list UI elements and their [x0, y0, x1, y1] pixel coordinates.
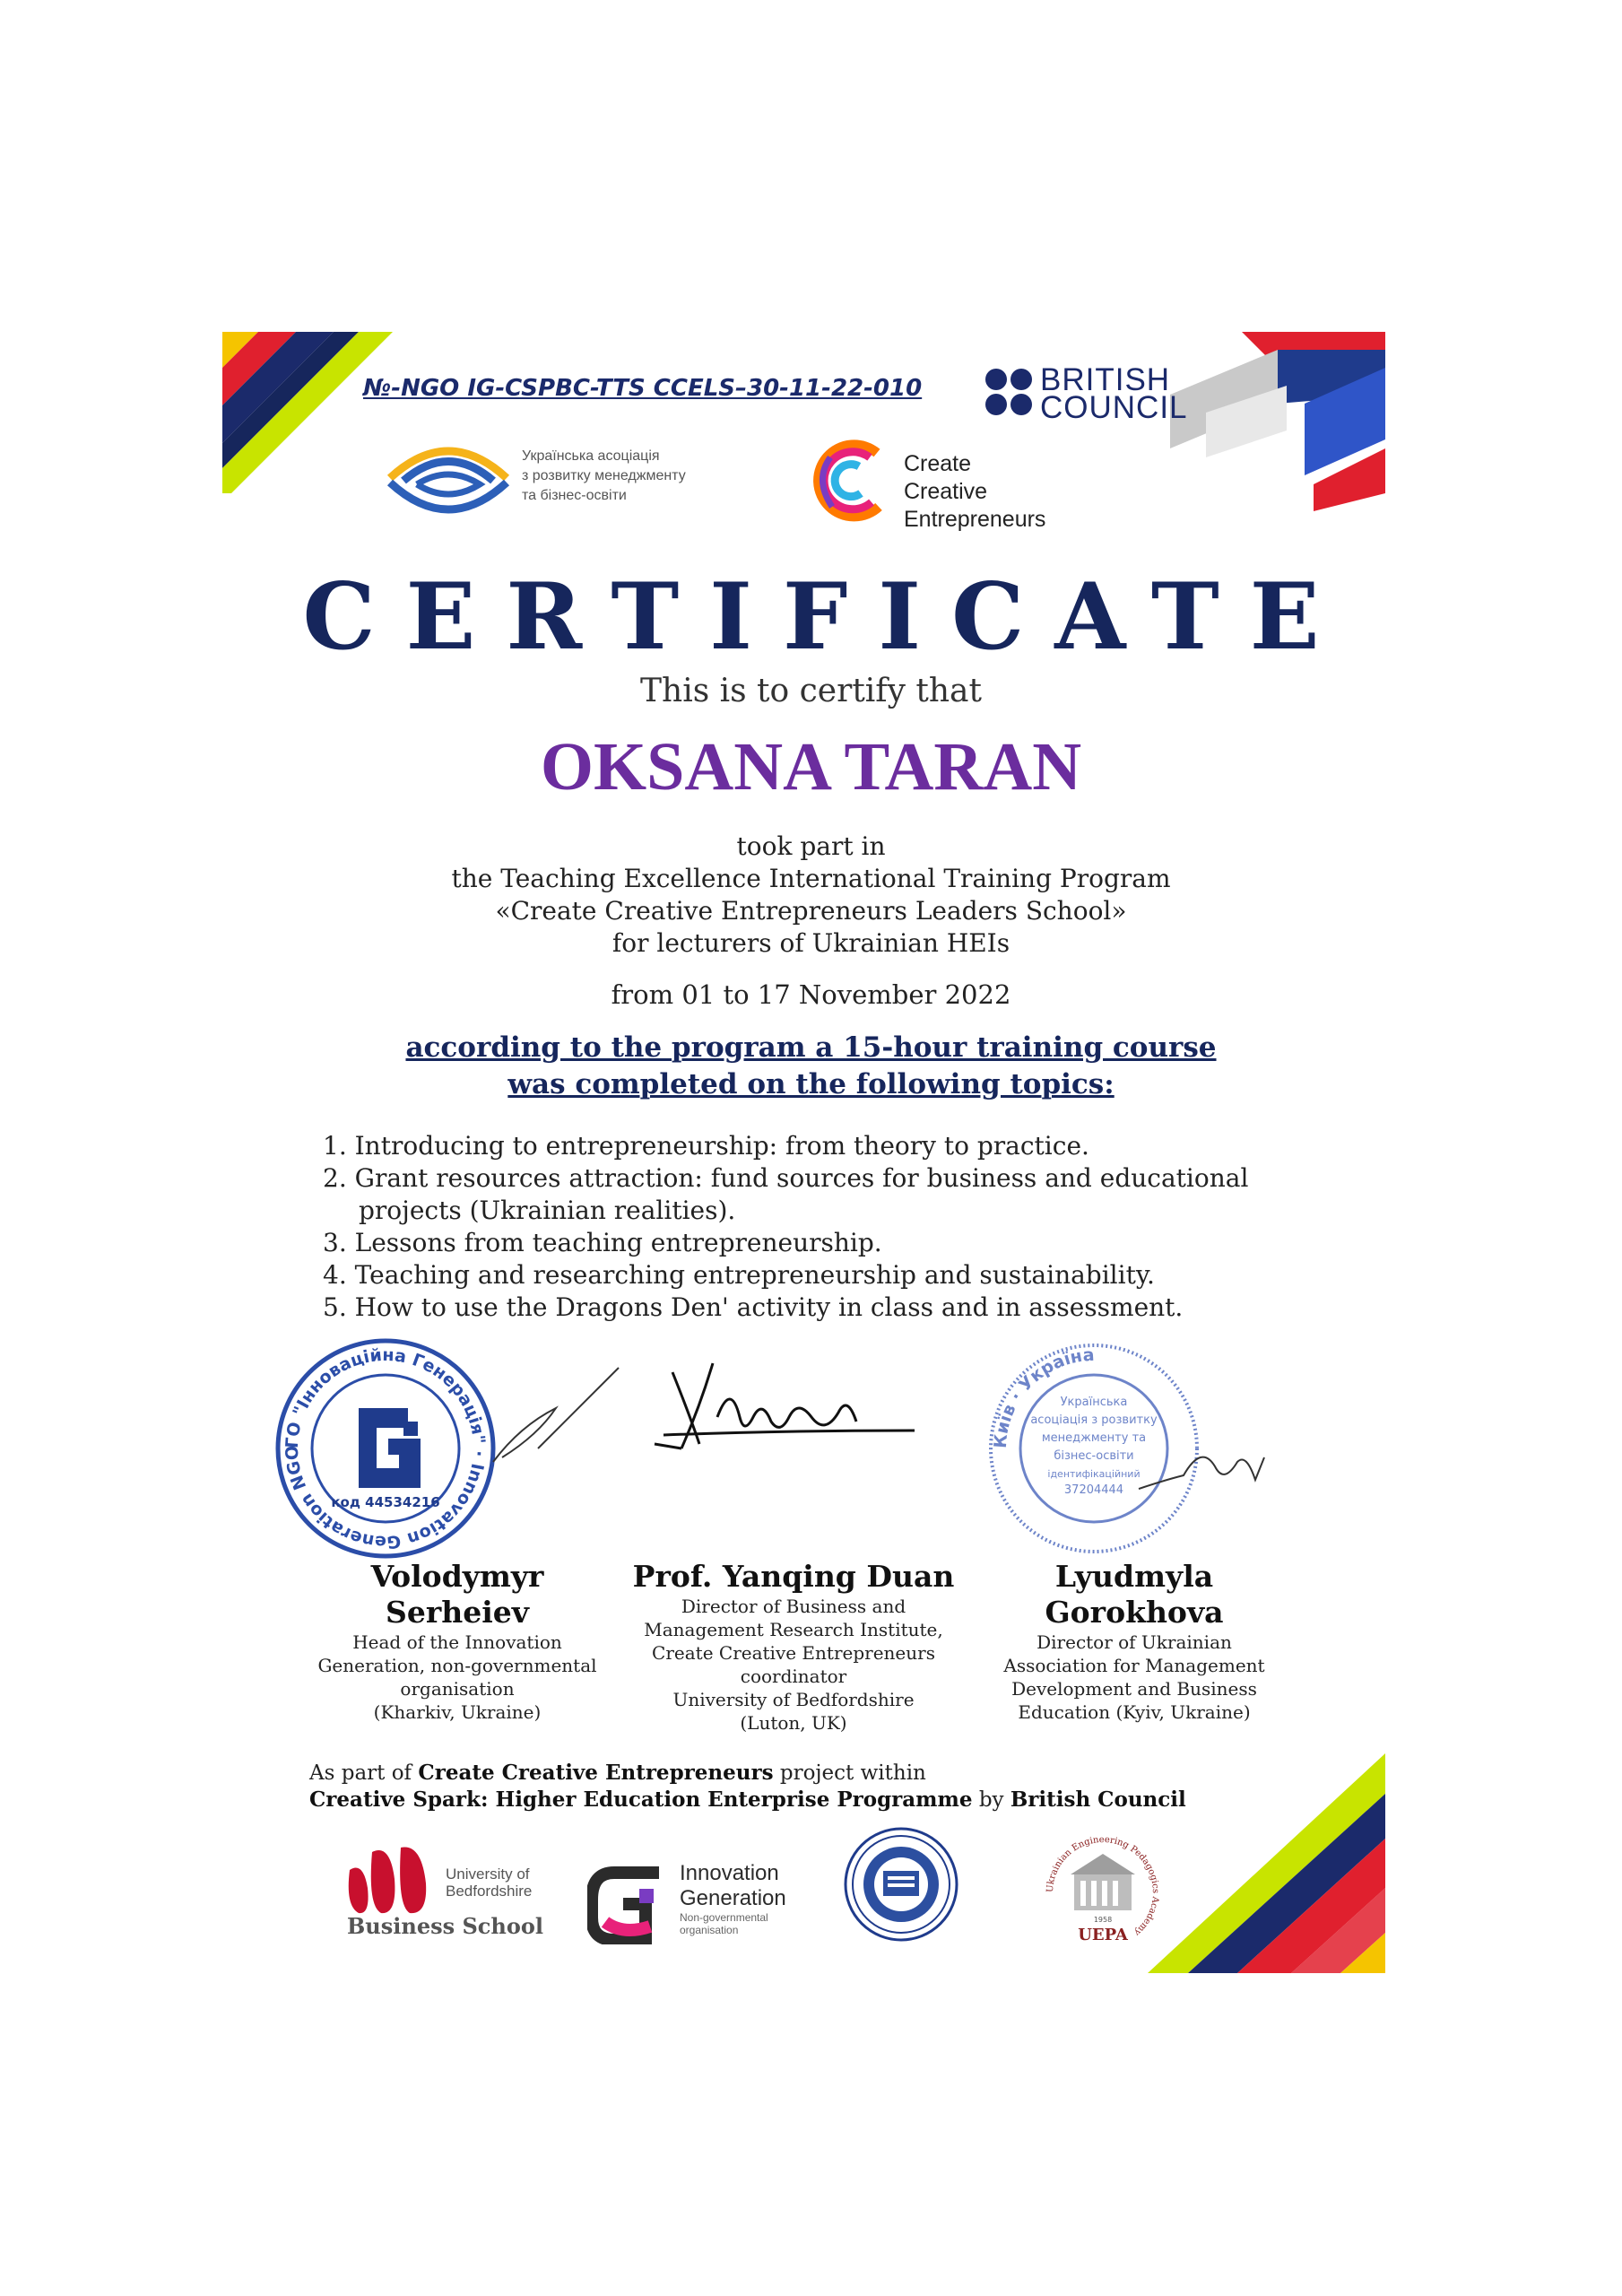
- svg-text:асоціація з розвитку: асоціація з розвитку: [1030, 1413, 1158, 1427]
- participation-text: [0, 831, 1622, 960]
- signer-role-line: Generation, non-governmental: [317, 1655, 597, 1676]
- ig-line-4: organisation: [680, 1924, 739, 1936]
- signature-duan: [646, 1345, 932, 1471]
- cce-line-3: Entrepreneurs: [904, 507, 1046, 532]
- innovation-generation-stamp: [273, 1336, 498, 1561]
- ig-line-1: Innovation: [680, 1861, 779, 1885]
- footer-note: [309, 1760, 1186, 1813]
- ig-line-2: Generation: [680, 1886, 786, 1910]
- signer-name-line-1: Volodymyr: [370, 1559, 544, 1594]
- topics-list: [323, 1130, 1336, 1324]
- signature-gorokhova: [1130, 1426, 1273, 1507]
- signer-role-line: University of Bedfordshire: [672, 1689, 915, 1710]
- signer-role-line: (Kharkiv, Ukraine): [373, 1701, 542, 1723]
- recipient-name: OKSANA TARAN: [540, 729, 1082, 804]
- footer-prefix: As part of: [309, 1761, 412, 1785]
- british-council-line-2: COUNCIL: [1040, 390, 1188, 425]
- svg-text:37204444: 37204444: [1063, 1483, 1124, 1497]
- signer-role-line: coordinator: [740, 1665, 847, 1687]
- footer-org: British Council: [1010, 1787, 1186, 1812]
- signer-role-line: Director of Ukrainian: [1037, 1631, 1232, 1653]
- signer-role-line: Association for Management: [1003, 1655, 1265, 1676]
- course-line-2: was completed on the following topics:: [507, 1068, 1115, 1100]
- svg-text:1958: 1958: [1093, 1916, 1113, 1924]
- british-council-logo-icon: [984, 368, 1037, 418]
- certify-line: This is to certify that: [640, 673, 982, 709]
- signer-name-line-1: Lyudmyla: [1054, 1559, 1214, 1594]
- svg-text:Київ · Україна: Київ · Україна: [990, 1344, 1096, 1449]
- signer-gorokhova: [986, 1559, 1282, 1724]
- signer-role-line: Head of the Innovation: [352, 1631, 562, 1653]
- signer-role-line: Management Research Institute,: [644, 1619, 943, 1640]
- signer-role-line: Director of Business and: [681, 1596, 906, 1617]
- signer-serheiev: [296, 1559, 619, 1724]
- signer-name-line-2: Gorokhova: [1045, 1595, 1224, 1630]
- topic-item: 5. How to use the Dragons Den' activity in class and in assessment.: [323, 1292, 1184, 1322]
- uamb-line-3: та бізнес-освіти: [522, 488, 627, 503]
- svg-text:UEPA: UEPA: [1078, 1926, 1128, 1944]
- course-heading: [0, 1030, 1622, 1103]
- signer-role-line: Development and Business: [1011, 1678, 1257, 1700]
- program-dates: from 01 to 17 November 2022: [611, 979, 1011, 1010]
- svg-text:Українська: Українська: [1060, 1396, 1128, 1409]
- bedfordshire-logo-icon: [345, 1843, 439, 1915]
- ig-line-3: Non-governmental: [680, 1911, 768, 1924]
- signature-serheiev: [484, 1363, 628, 1471]
- signer-role-line: Create Creative Entrepreneurs: [652, 1642, 935, 1664]
- top-right-ribbon: [1170, 332, 1385, 511]
- footer-programme: Creative Spark: Higher Education Enterprise Programme: [309, 1787, 973, 1812]
- svg-text:менеджменту та: менеджменту та: [1041, 1431, 1147, 1445]
- signer-name-line-2: Serheiev: [386, 1595, 529, 1630]
- cce-line-1: Create: [904, 451, 972, 476]
- university-seal-icon: [843, 1826, 959, 1943]
- certificate-title: CERTIFICATE: [302, 563, 1350, 671]
- footer-by: by: [978, 1788, 1004, 1812]
- svg-text:бізнес-освіти: бізнес-освіти: [1054, 1449, 1134, 1463]
- body-line-2: the Teaching Excellence International Training Program: [451, 864, 1171, 893]
- certificate-number: №-NGO IG-CSPBC-TTS CCELS–30-11-22-010: [363, 375, 923, 402]
- topic-item: 1. Introducing to entrepreneurship: from theory to practice.: [323, 1131, 1089, 1161]
- innovation-generation-logo-icon: [587, 1864, 664, 1944]
- uamb-logo-icon: [381, 429, 516, 523]
- topic-item: 2. Grant resources attraction: fund sources for business and educational projects (Ukrainian realities).: [323, 1163, 1249, 1225]
- uamb-line-2: з розвитку менеджменту: [522, 468, 686, 483]
- signer-role-line: organisation: [400, 1678, 515, 1700]
- signer-role-line: Education (Kyiv, Ukraine): [1018, 1701, 1251, 1723]
- footer-project: Create Creative Entrepreneurs: [418, 1761, 774, 1785]
- cce-wordmark: [904, 450, 1045, 534]
- british-council-line-1: BRITISH: [1040, 362, 1171, 397]
- innovation-generation-name: [680, 1861, 786, 1936]
- cce-line-2: Creative: [904, 479, 988, 504]
- uamb-org-name: [522, 447, 686, 506]
- svg-text:ідентифікаційний: ідентифікаційний: [1047, 1468, 1141, 1480]
- cce-logo-icon: [805, 430, 895, 529]
- svg-text:Ukrainian Engineering Pedagogi: Ukrainian Engineering Pedagogics Academy: [1045, 1834, 1161, 1938]
- signer-duan: [619, 1559, 968, 1735]
- svg-text:ГО "Інноваційна Генерація" · I: ГО "Інноваційна Генерація" · Innovation Generation NGO: [282, 1344, 490, 1552]
- course-line-1: according to the program a 15-hour training course: [405, 1031, 1217, 1064]
- uamb-line-1: Українська асоціація: [522, 448, 660, 464]
- svg-text:код 44534216: код 44534216: [331, 1494, 440, 1510]
- top-left-stripes: [222, 332, 393, 493]
- british-council-wordmark: [1040, 362, 1188, 425]
- signer-name-line-1: Prof. Yanqing Duan: [632, 1559, 955, 1594]
- signer-role-line: (Luton, UK): [740, 1712, 847, 1734]
- uepa-logo-icon: [1040, 1825, 1166, 1960]
- topic-item: 4. Teaching and researching entrepreneurship and sustainability.: [323, 1260, 1155, 1290]
- business-school-label: Business School: [347, 1913, 543, 1939]
- bedfordshire-name: [446, 1866, 532, 1900]
- body-line-3: «Create Creative Entrepreneurs Leaders School»: [495, 896, 1127, 926]
- bedfordshire-line-2: Bedfordshire: [446, 1883, 533, 1900]
- body-line-4: for lecturers of Ukrainian HEIs: [612, 928, 1010, 958]
- body-line-1: took part in: [736, 831, 886, 861]
- bedfordshire-line-1: University of: [446, 1866, 530, 1883]
- footer-within: project within: [779, 1761, 926, 1785]
- topic-item: 3. Lessons from teaching entrepreneurship.: [323, 1228, 882, 1257]
